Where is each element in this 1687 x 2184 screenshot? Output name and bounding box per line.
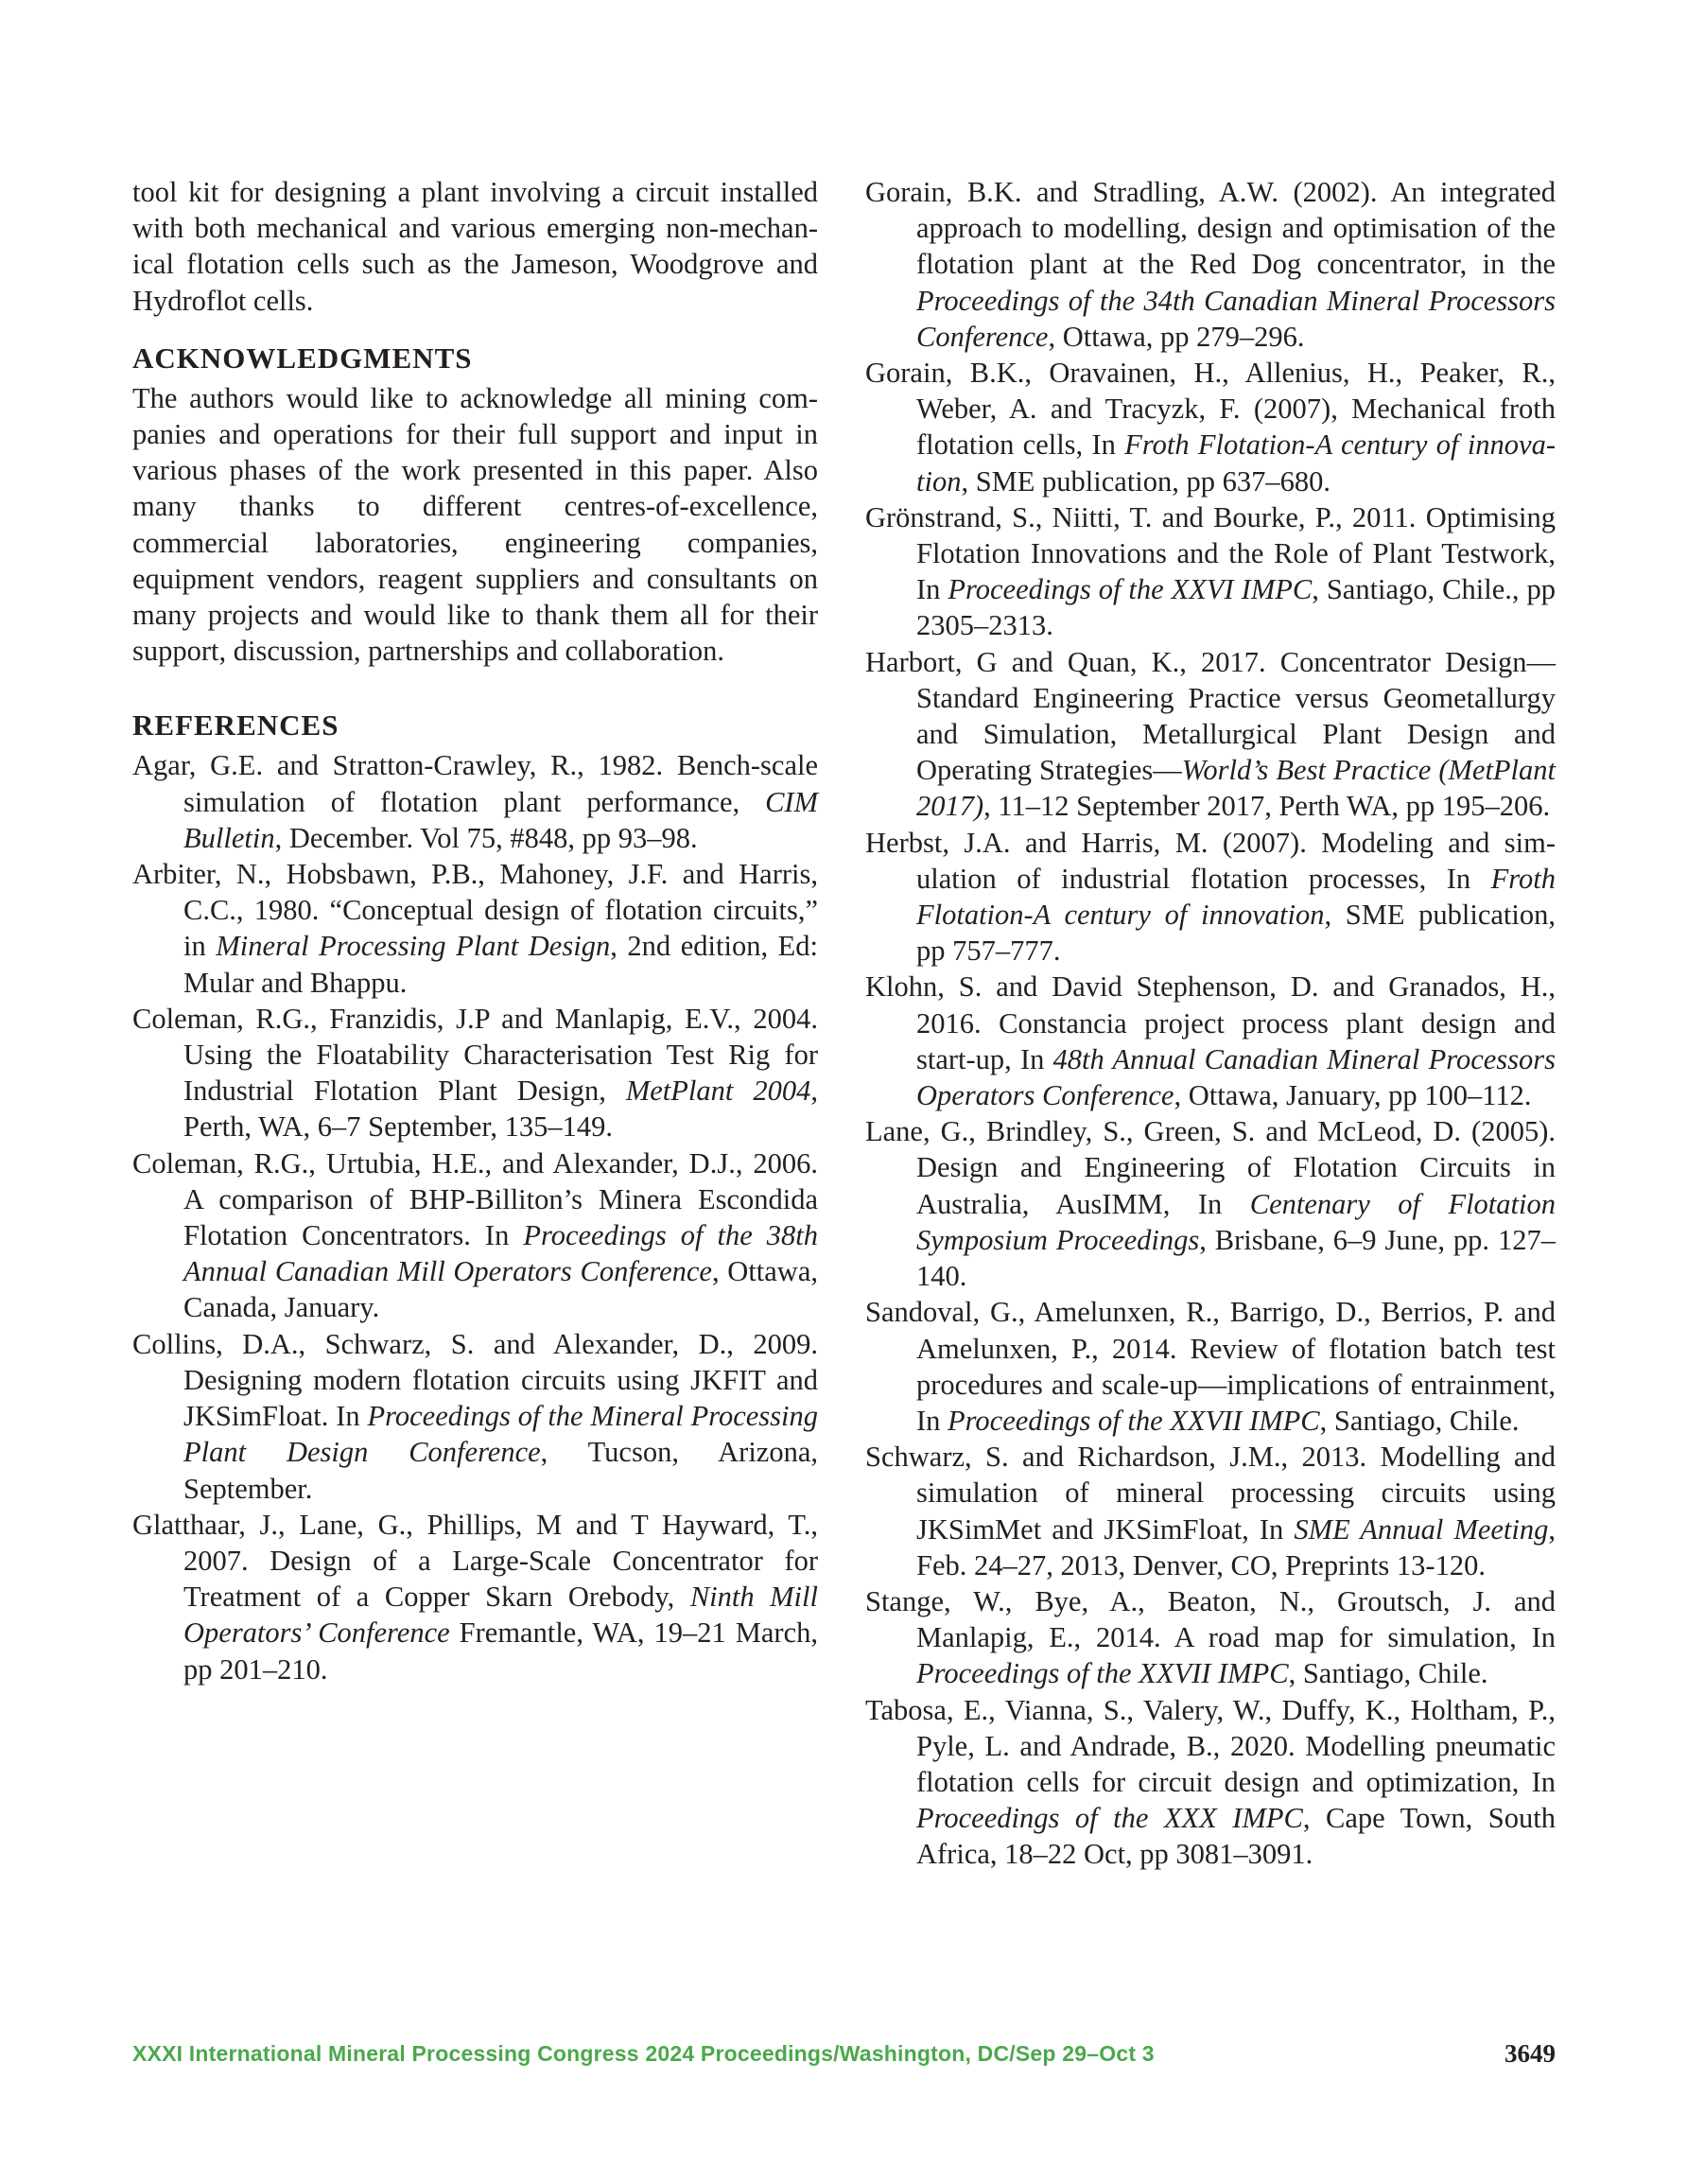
right-column: [865, 174, 1556, 1873]
reference-entry: Agar, G.E. and Stratton-Crawley, R., 1982. Bench-scale simulation of flotation plant performance, CIM Bulletin, December. Vol 75, #848, pp 93–98.: [132, 749, 818, 854]
reference-entry: Glatthaar, J., Lane, G., Phillips, M and T Hayward, T., 2007. Design of a Large-Scale Concentrator for Treatment of a Copper Skarn Orebody, Ninth Mill Operators’ Conference Fremantle, WA, 19–21 March, pp 201–210.: [132, 1508, 818, 1686]
left-column: [132, 174, 818, 1687]
reference-entry: Schwarz, S. and Richardson, J.M., 2013. Modelling and simulation of mineral processing circuits using JKSimMet and JKSimFloat, In SME Annual Meeting, Feb. 24–27, 2013, Denver, CO, Preprints 13-120.: [865, 1441, 1556, 1581]
references-list-right: [865, 174, 1556, 1873]
reference-entry: Arbiter, N., Hobsbawn, P.B., Mahoney, J.F. and Harris, C.C., 1980. “Conceptual design of flotation circuits,” in Mineral Processing Plant Design, 2nd edition, Ed: Mular and Bhappu.: [132, 858, 818, 999]
reference-entry: Coleman, R.G., Franzidis, J.P and Manlapig, E.V., 2004. Using the Floatability Characterisation Test Rig for Industrial Flotation Plant Design, MetPlant 2004, Perth, WA, 6–7 September, 135–149.: [132, 1002, 818, 1144]
reference-entry: Herbst, J.A. and Harris, M. (2007). Modeling and simulation of industrial flotation processes, In Froth Flotation-A century of innovation, SME publication, pp 757–777.: [865, 826, 1556, 968]
footer-conference-title: XXXI International Mineral Processing Congress 2024 Proceedings/Washington, DC/Sep 29–Oct 3: [132, 2041, 1155, 2066]
references-heading: REFERENCES: [132, 708, 339, 743]
reference-entry: Gorain, B.K. and Stradling, A.W. (2002). An integrated approach to modelling, design and optimisation of the flotation plant at the Red Dog concentrator, in the Proceedings of the 34th Canadian Mineral Processors Conference, Ottawa, pp 279–296.: [865, 176, 1556, 353]
references-list-left: [132, 747, 818, 1686]
reference-entry: Coleman, R.G., Urtubia, H.E., and Alexander, D.J., 2006. A comparison of BHP-Billiton’s Minera Escondida Flotation Concentrators. In Proceedings of the 38th Annual Canadian Mill Operators Conference, Ottawa, Canada, January.: [132, 1146, 818, 1324]
acknowledgments-paragraph: The authors would like to acknowledge all mining companies and operations for their full support and input in various phases of the work presented in this paper. Also many thanks to different centres-of-excellence, commercial laboratories, engineering companies, equipment vendors, reagent suppliers and consultants on many projects and would like to thank them all for their support, discussion, partnerships and collaboration.: [132, 381, 818, 668]
reference-entry: Klohn, S. and David Stephenson, D. and Granados, H., 2016. Constancia project process plant design and start-up, In 48th Annual Canadian Mineral Processors Operators Conference, Ottawa, January, pp 100–112.: [865, 970, 1557, 1112]
reference-entry: Tabosa, E., Vianna, S., Valery, W., Duffy, K., Holtham, P., Pyle, L. and Andrade, B., 2020. Modelling pneumatic flotation cells for circuit design and optimization, In Proceedings of the XXX IMPC, Cape Town, South Africa, 18–22 Oct, pp 3081–3091.: [865, 1693, 1556, 1871]
acknowledgments-heading: ACKNOWLEDGMENTS: [132, 341, 473, 375]
reference-entry: Collins, D.A., Schwarz, S. and Alexander, D., 2009. Designing modern flotation circuits using JKFIT and JKSimFloat. In Proceedings of the Mineral Processing Plant Design Conference, Tucson, Arizona, September.: [132, 1327, 818, 1505]
reference-entry: Grönstrand, S., Niitti, T. and Bourke, P., 2011. Optimising Flotation Innovations and the Role of Plant Testwork, In Proceedings of the XXVI IMPC, Santiago, Chile., pp 2305–2313.: [865, 500, 1556, 642]
intro-paragraph: tool kit for designing a plant involving a circuit installed with both mechanical and various emerging non-mechanical flotation cells such as the Jameson, Woodgrove and Hydroflot cells.: [132, 176, 818, 317]
reference-entry: Harbort, G and Quan, K., 2017. Concentrator Design—Standard Engineering Practice versus Geometallurgy and Simulation, Metallurgical Plant Design and Operating Strategies—World’s Best Practice (MetPlant 2017), 11–12 September 2017, Perth WA, pp 195–206.: [865, 645, 1556, 823]
reference-entry: Gorain, B.K., Oravainen, H., Allenius, H., Peaker, R., Weber, A. and Tracyzk, F. (2007), Mechanical froth flotation cells, In Froth Flotation-A century of innovation, SME publication, pp 637–680.: [865, 357, 1556, 498]
page-footer: [132, 2041, 1556, 2070]
page-number: 3649: [1504, 2039, 1556, 2068]
reference-entry: Stange, W., Bye, A., Beaton, N., Groutsch, J. and Manlapig, E., 2014. A road map for simulation, In Proceedings of the XXVII IMPC, Santiago, Chile.: [865, 1584, 1556, 1690]
reference-entry: Lane, G., Brindley, S., Green, S. and McLeod, D. (2005). Design and Engineering of Flotation Circuits in Australia, AusIMM, In Centenary of Flotation Symposium Proceedings, Brisbane, 6–9 June, pp. 127–140.: [865, 1115, 1556, 1293]
reference-entry: Sandoval, G., Amelunxen, R., Barrigo, D., Berrios, P. and Amelunxen, P., 2014. Review of flotation batch test procedures and scale-up—implications of entrainment, In Proceedings of the XXVII IMPC, Santiago, Chile.: [865, 1296, 1556, 1437]
